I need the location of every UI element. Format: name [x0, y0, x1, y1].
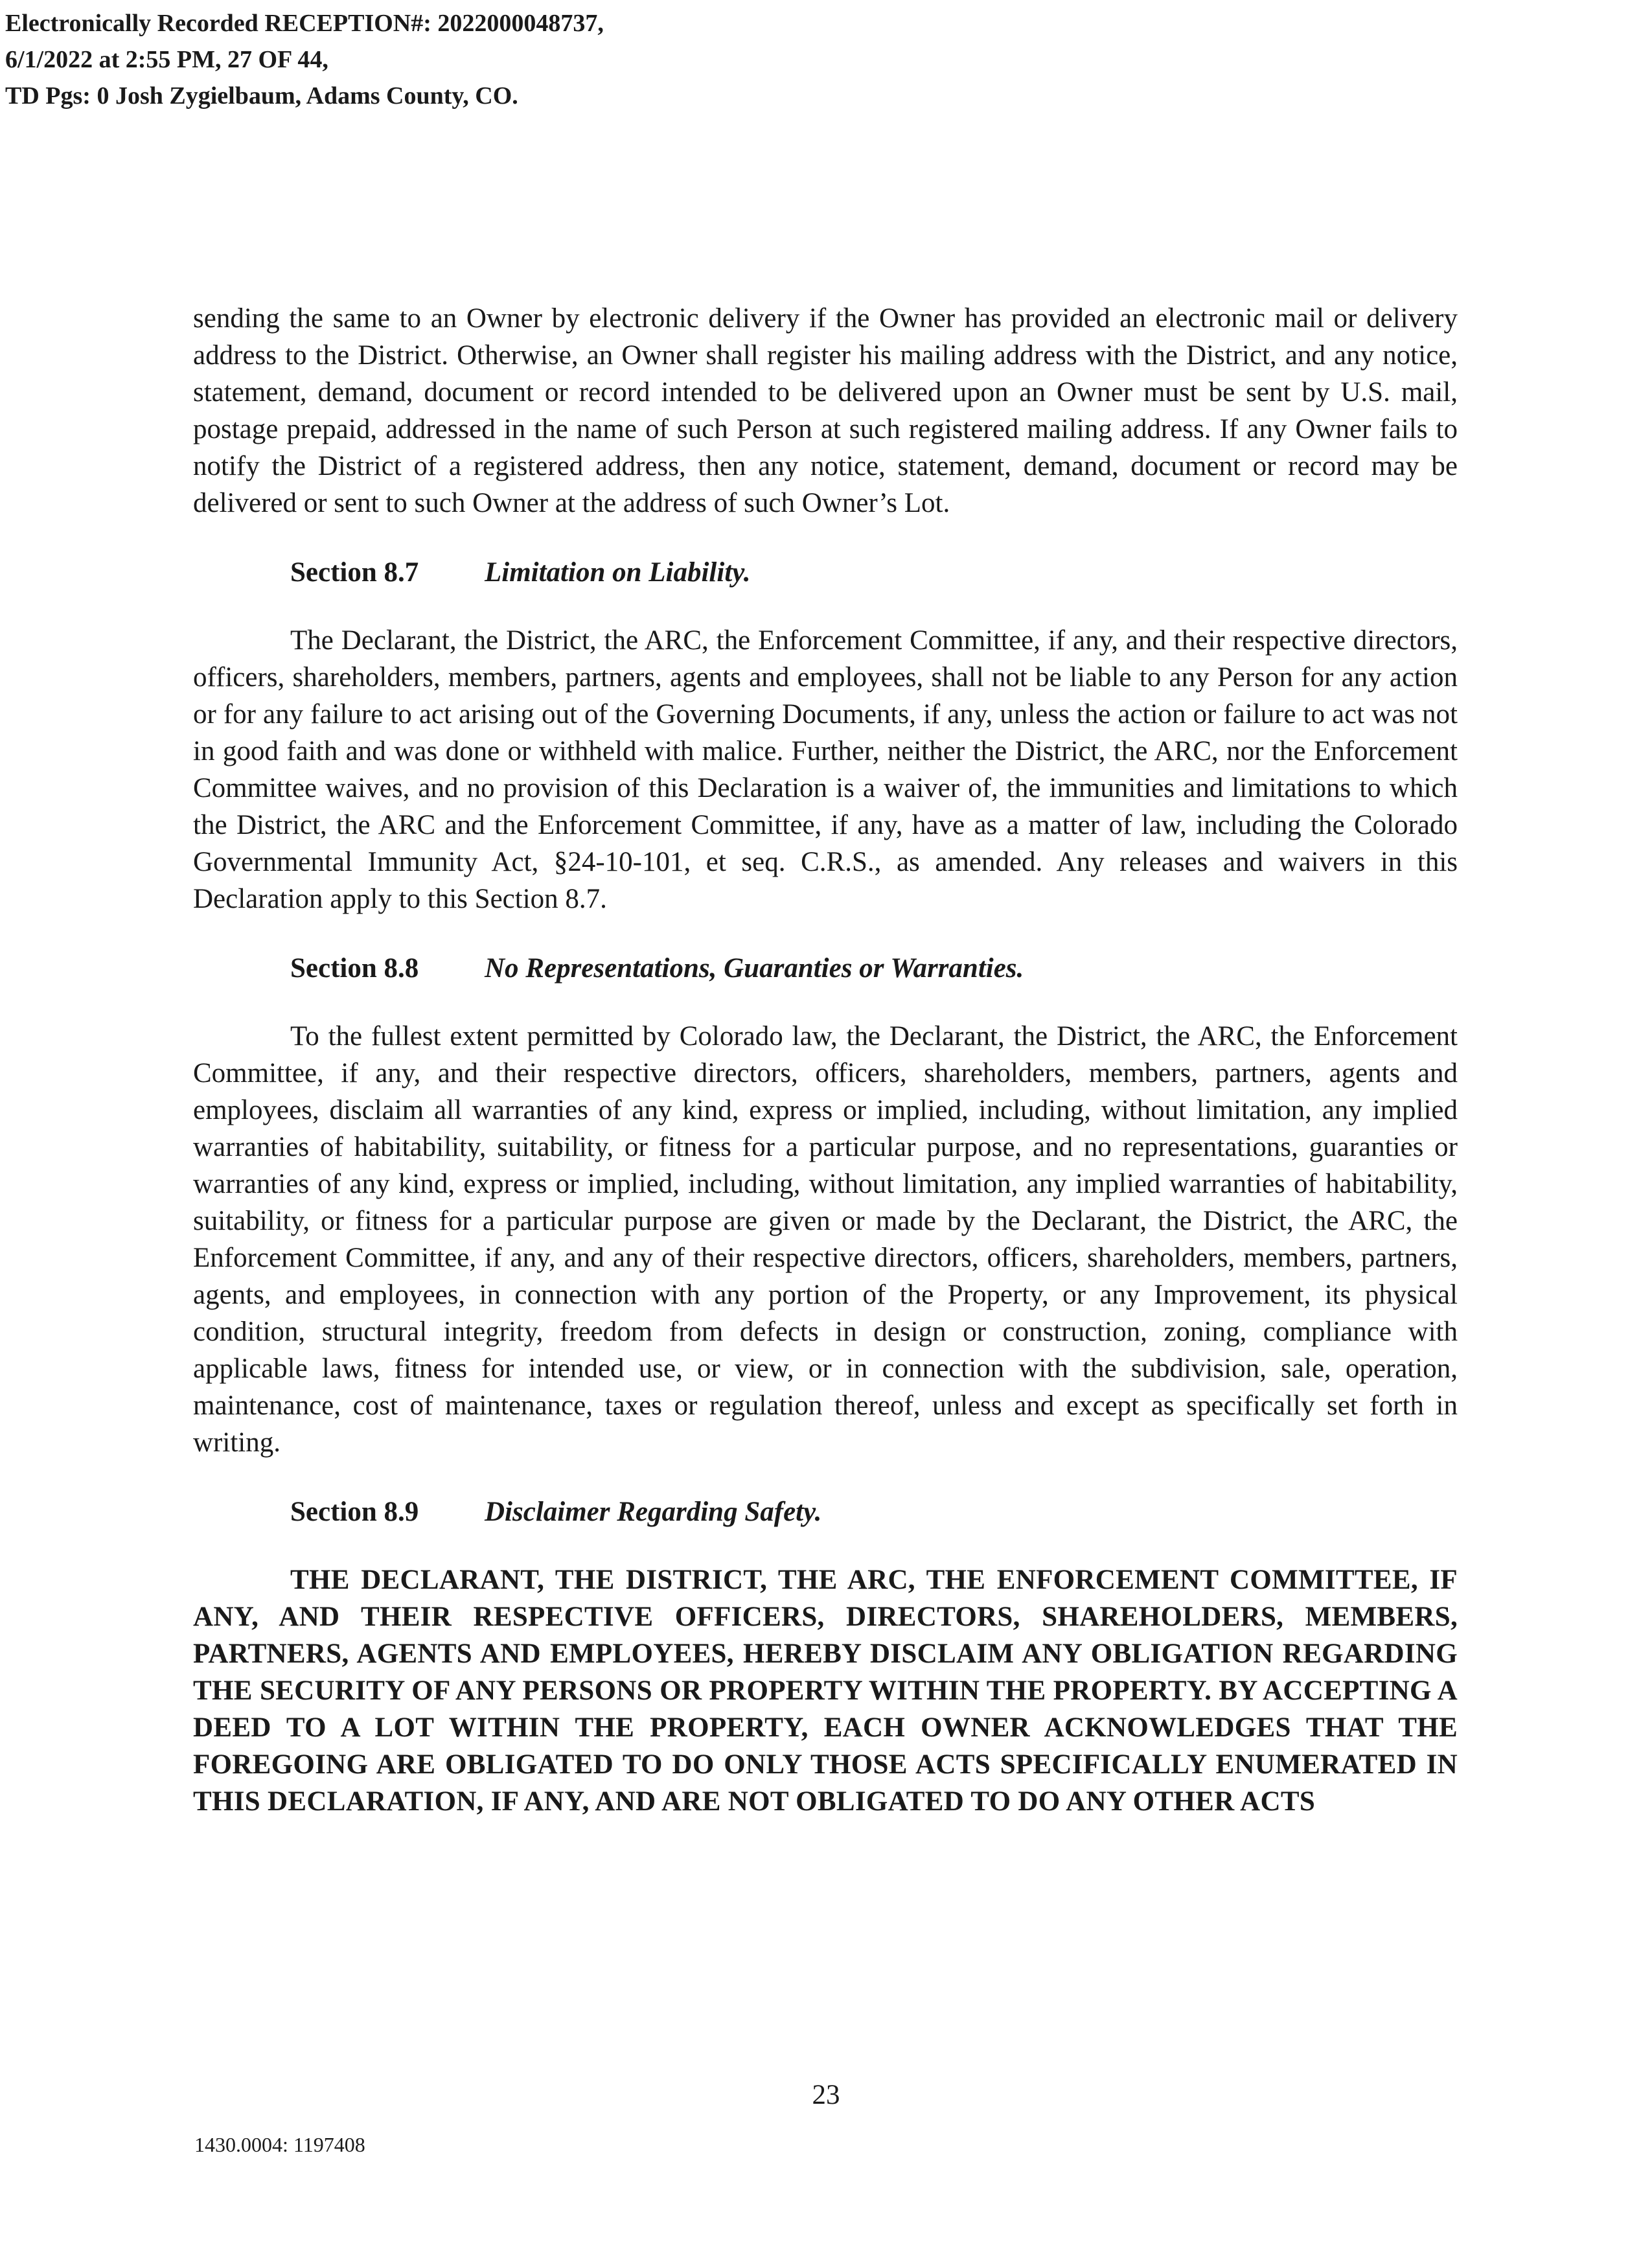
document-id: 1430.0004: 1197408	[194, 2133, 365, 2156]
section-8-9-text: THE DECLARANT, THE DISTRICT, THE ARC, THE ENFORCEMENT COMMITTEE, IF ANY, AND THEIR RESPECTIVE OFFICERS, DIRECTORS, SHAREHOLDERS, MEMBERS, PARTNERS, AGENTS AND EMPLOYEES, HEREBY DISCLAIM ANY OBLIGATION REGARDING THE SECURITY OF ANY PERSONS OR PROPERTY WITHIN THE PROPERTY. BY ACCEPTING A DEED TO A LOT WITHIN THE PROPERTY, EACH OWNER ACKNOWLEDGES THAT THE FOREGOING ARE OBLIGATED TO DO ONLY THOSE ACTS SPECIFICALLY ENUMERATED IN THIS DECLARATION, IF ANY, AND ARE NOT OBLIGATED TO DO ANY OTHER ACTS	[193, 1565, 1458, 1817]
section-8-7-heading	[290, 554, 1458, 591]
recording-stamp-line-2: 6/1/2022 at 2:55 PM, 27 OF 44,	[5, 46, 328, 73]
recording-stamp	[5, 5, 604, 114]
section-8-9-title: Disclaimer Regarding Safety.	[485, 1497, 822, 1527]
section-8-7-number: Section 8.7	[290, 557, 419, 588]
section-8-9-heading	[290, 1493, 1458, 1530]
continuation-paragraph: sending the same to an Owner by electronic delivery if the Owner has provided an electronic mail or delivery address to the District. Otherwise, an Owner shall register his mailing address with the District, and any notice, statement, demand, document or record intended to be delivered upon an Owner must be sent by U.S. mail, postage prepaid, addressed in the name of such Person at such registered mailing address. If any Owner fails to notify the District of a registered address, then any notice, statement, demand, document or record may be delivered or sent to such Owner at the address of such Owner’s Lot.	[193, 303, 1458, 518]
recording-stamp-line-3: TD Pgs: 0 Josh Zygielbaum, Adams County, CO.	[5, 82, 518, 109]
section-8-8-heading	[290, 950, 1458, 987]
section-8-7-title: Limitation on Liability.	[485, 557, 751, 588]
section-8-9-number: Section 8.9	[290, 1497, 419, 1527]
section-8-8-text: To the fullest extent permitted by Colorado law, the Declarant, the District, the ARC, the Enforcement Committee, if any, and their respective directors, officers, shareholders, members, partners, agents and employees, disclaim all warranties of any kind, express or implied, including, without limitation, any implied warranties of habitability, suitability, or fitness for a particular purpose, and no representations, guaranties or warranties of any kind, express or implied, including, without limitation, any implied warranties of habitability, suitability, or fitness for a particular purpose are given or made by the Declarant, the District, the ARC, the Enforcement Committee, if any, and any of their respective directors, officers, shareholders, members, partners, agents, and employees, in connection with any portion of the Property, or any Improvement, its physical condition, structural integrity, freedom from defects in design or construction, zoning, compliance with applicable laws, fitness for intended use, or view, or in connection with the subdivision, sale, operation, maintenance, cost of maintenance, taxes or regulation thereof, unless and except as specifically set forth in writing.	[193, 1021, 1458, 1458]
section-8-8-title: No Representations, Guaranties or Warranties.	[485, 953, 1024, 984]
section-8-7-text: The Declarant, the District, the ARC, the Enforcement Committee, if any, and their respective directors, officers, shareholders, members, partners, agents and employees, shall not be liable to any Person for any action or for any failure to act arising out of the Governing Documents, if any, unless the action or failure to act was not in good faith and was done or withheld with malice. Further, neither the District, the ARC, nor the Enforcement Committee waives, and no provision of this Declaration is a waiver of, the immunities and limitations to which the District, the ARC and the Enforcement Committee, if any, have as a matter of law, including the Colorado Governmental Immunity Act, §24-10-101, et seq. C.R.S., as amended. Any releases and waivers in this Declaration apply to this Section 8.7.	[193, 625, 1458, 914]
page-number: 23	[812, 2080, 840, 2110]
document-body	[193, 300, 1458, 1820]
section-8-8-number: Section 8.8	[290, 953, 419, 984]
recording-stamp-line-1: Electronically Recorded RECEPTION#: 2022000048737,	[5, 10, 604, 37]
